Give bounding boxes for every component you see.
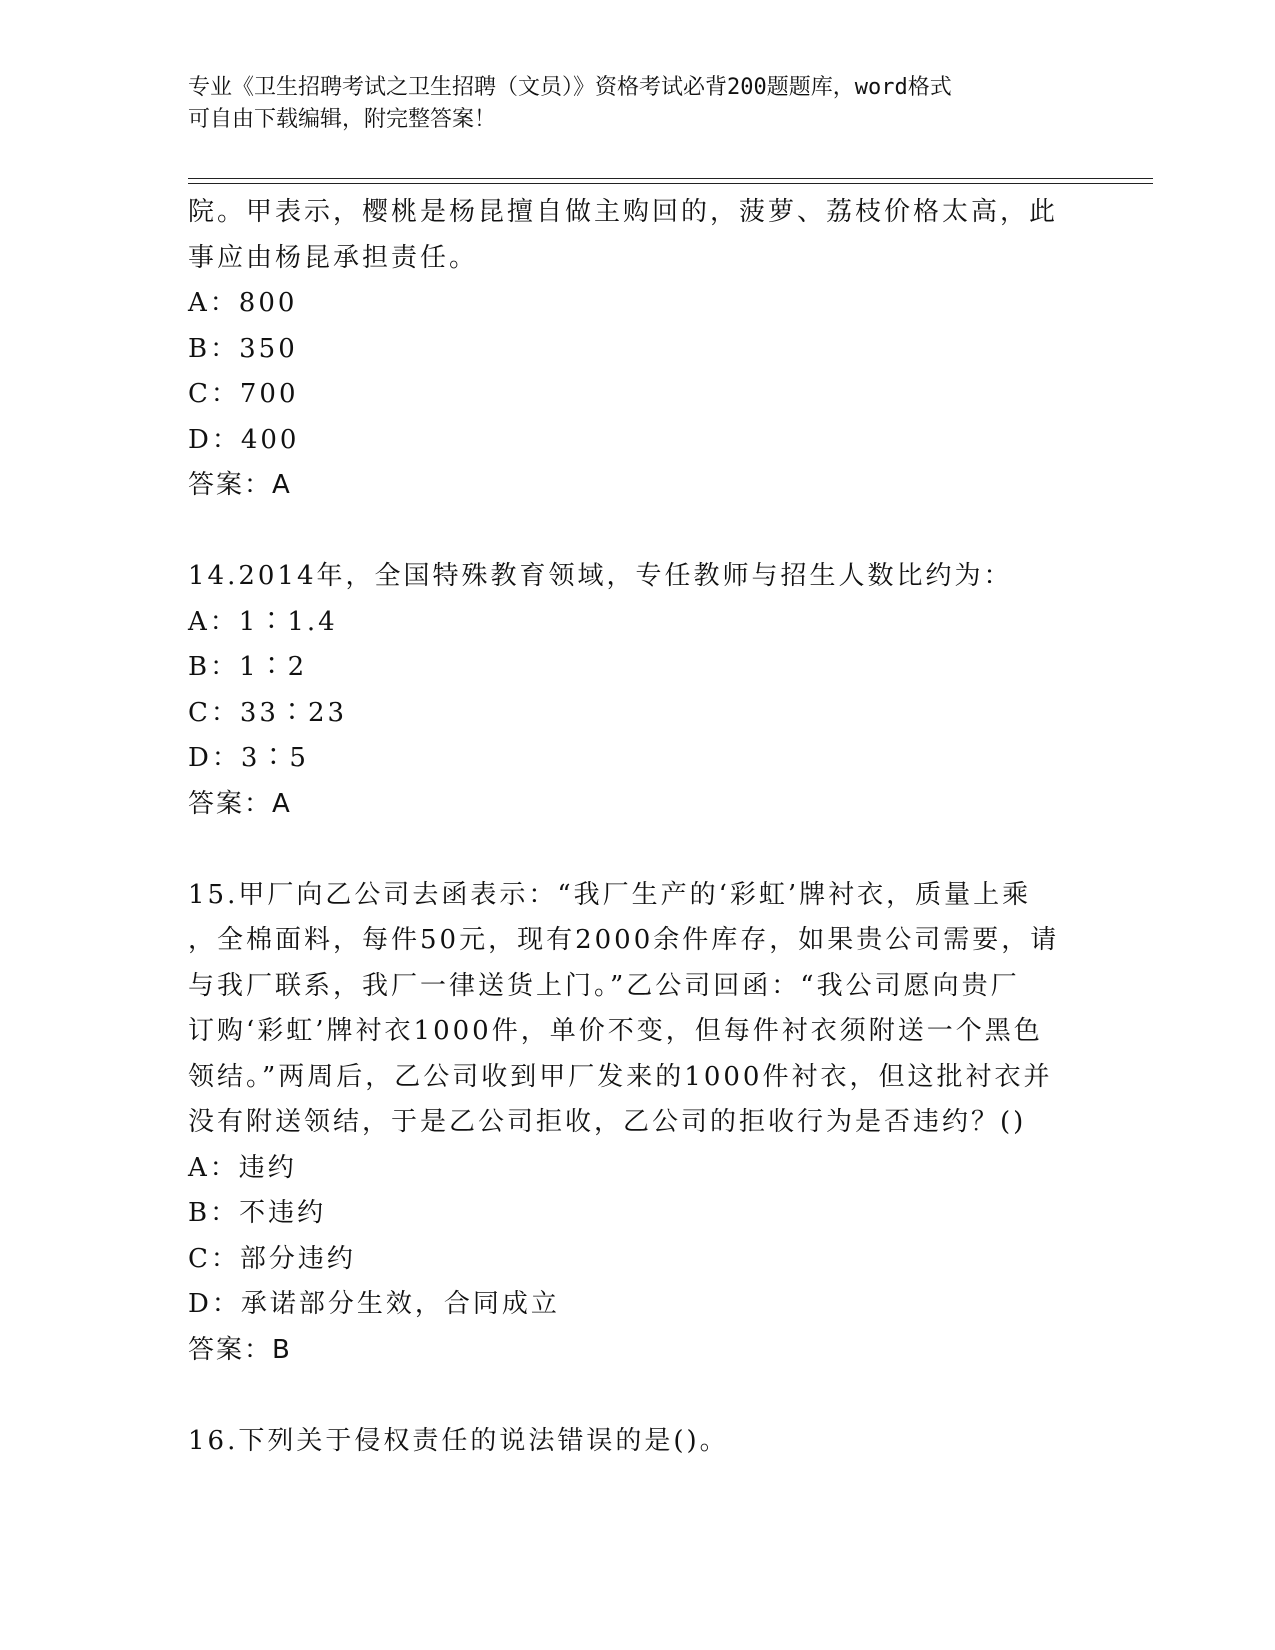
question-15-text-line: 订购‘彩虹’牌衬衣1000件，单价不变，但每件衬衣须附送一个黑色 xyxy=(188,1016,1043,1046)
header-divider-top xyxy=(188,178,1153,179)
question-15-text-line: 15.甲厂向乙公司去函表示：“我厂生产的‘彩虹’牌衬衣，质量上乘 xyxy=(188,879,1032,910)
question-15-option-b: B：不违约 xyxy=(188,1198,327,1228)
question-15-text-line: 领结。”两周后，乙公司收到甲厂发来的1000件衬衣，但这批衬衣并 xyxy=(188,1061,1053,1092)
question-13-option-d: D：400 xyxy=(188,424,300,455)
question-14-option-b: B：1∶2 xyxy=(188,652,308,682)
header-title-line-2: 可自由下载编辑，附完整答案！ xyxy=(188,107,497,132)
question-13-text-line: 院。甲表示，樱桃是杨昆擅自做主购回的，菠萝、荔枝价格太高，此 xyxy=(188,197,1059,227)
header-title-line-1: 专业《卫生招聘考试之卫生招聘（文员）》资格考试必背200题题库，word格式 xyxy=(188,75,952,100)
question-14-option-d: D：3∶5 xyxy=(188,743,309,773)
question-13-text-line: 事应由杨昆承担责任。 xyxy=(188,242,479,273)
spacer xyxy=(188,509,1088,555)
question-15-text-line: ，全棉面料，每件50元，现有2000余件库存，如果贵公司需要，请 xyxy=(188,925,1060,955)
question-15-option-a: A：违约 xyxy=(188,1152,297,1183)
spacer xyxy=(188,827,1088,873)
question-13-option-c: C：700 xyxy=(188,379,299,409)
question-16-text-line: 16.下列关于侵权责任的说法错误的是()。 xyxy=(188,1425,729,1456)
question-14-text-line: 14.2014年，全国特殊教育领域，专任教师与招生人数比约为： xyxy=(188,561,1013,591)
question-15-text-line: 没有附送领结，于是乙公司拒收，乙公司的拒收行为是否违约？() xyxy=(188,1107,1027,1137)
question-14-option-c: C：33∶23 xyxy=(188,697,348,728)
header-divider-bottom xyxy=(188,183,1153,184)
question-13-answer: 答案：A xyxy=(188,470,292,500)
question-15-answer: 答案：B xyxy=(188,1334,292,1365)
question-15-text-line: 与我厂联系，我厂一律送货上门。”乙公司回函：“我公司愿向贵厂 xyxy=(188,970,1020,1001)
document-header xyxy=(188,72,1068,136)
question-13 xyxy=(188,190,1088,509)
question-13-option-b: B：350 xyxy=(188,333,298,364)
question-14-option-a: A：1∶1.4 xyxy=(188,606,338,637)
question-15-option-c: C：部分违约 xyxy=(188,1243,356,1274)
question-15-option-d: D：承诺部分生效，合同成立 xyxy=(188,1289,560,1319)
question-14-answer: 答案：A xyxy=(188,788,292,819)
question-content xyxy=(188,190,1088,1464)
question-15 xyxy=(188,873,1088,1374)
question-14 xyxy=(188,554,1088,827)
spacer xyxy=(188,1373,1088,1419)
question-13-option-a: A：800 xyxy=(188,288,298,318)
question-16 xyxy=(188,1419,1088,1465)
